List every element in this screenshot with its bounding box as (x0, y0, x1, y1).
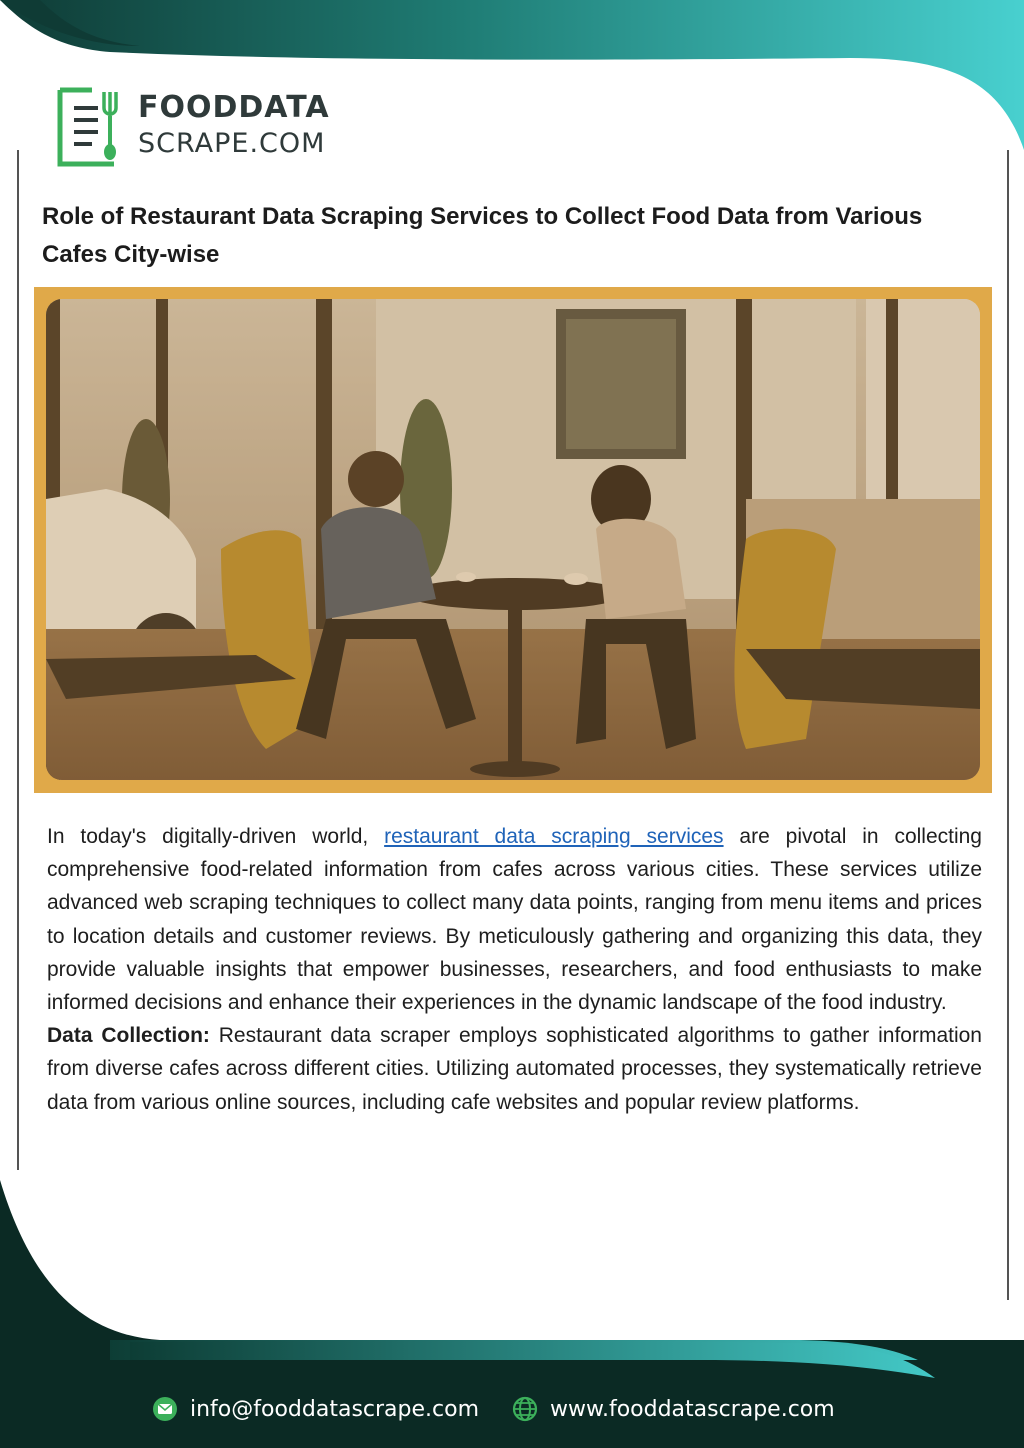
footer-contact (0, 1390, 1024, 1434)
intro-text-start: In today's digitally-driven world, (47, 825, 385, 848)
page-title: Role of Restaurant Data Scraping Services to Collect Food Data from Various Cafes City-wise (42, 203, 923, 268)
mail-icon (152, 1396, 178, 1422)
brand-logo (52, 86, 352, 170)
intro-paragraph (47, 820, 982, 1019)
globe-icon (512, 1396, 538, 1422)
data-collection-paragraph (47, 1019, 982, 1119)
logo-mark-icon (52, 86, 118, 168)
cafe-scene-illustration (46, 299, 980, 780)
data-collection-text: Restaurant data scraper employs sophisticated algorithms to gather information from diverse cafes across different cities. Utilizing automated processes, they systematically retrieve data from various online sources, including cafe websites and popular review platforms. (47, 1024, 982, 1114)
restaurant-scraping-link[interactable]: restaurant data scraping services (384, 825, 724, 848)
brand-name-line1: FOODDATA (138, 90, 330, 125)
cafe-photo (46, 299, 980, 780)
hero-image-frame (34, 287, 992, 793)
footer-email-text: info@fooddatascrape.com (190, 1396, 480, 1422)
data-collection-heading: Data Collection: (47, 1024, 210, 1048)
intro-text-end: are pivotal in collecting comprehensive food-related information from cafes across various cities. These services utilize advanced web scraping techniques to collect many data points, ranging from menu items and prices to location details and customer reviews. By meticulously gathering and organizing this data, they provide valuable insights that empower businesses, researchers, and food enthusiasts to make informed decisions and enhance their experiences in the dynamic landscape of the food industry. (47, 825, 982, 1015)
footer-website[interactable] (512, 1396, 835, 1422)
footer-website-text: www.fooddatascrape.com (550, 1396, 835, 1422)
brand-name-line2: SCRAPE.COM (138, 128, 326, 159)
article-body (47, 820, 982, 1119)
footer-email[interactable] (152, 1396, 479, 1422)
